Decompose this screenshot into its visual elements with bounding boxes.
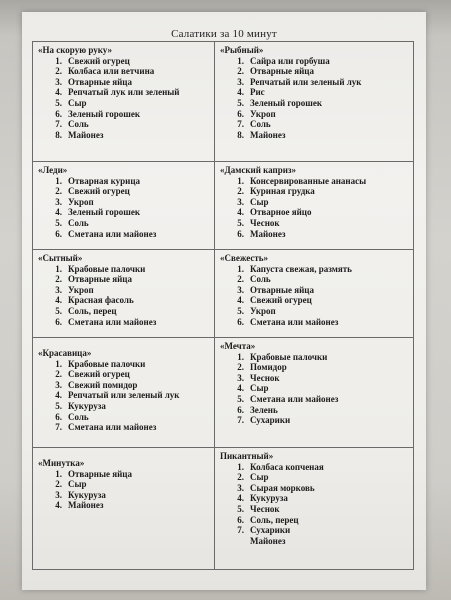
ingredient-item bbox=[38, 500, 210, 511]
salad-title: «На скорую руку» bbox=[38, 45, 112, 55]
ingredient-item bbox=[38, 412, 210, 423]
ingredient-item bbox=[220, 87, 409, 98]
ingredient-list bbox=[38, 359, 210, 433]
ingredient-text: Сайра или горбуша bbox=[250, 55, 330, 66]
ingredient-number: 6. bbox=[55, 411, 62, 422]
ingredient-number: 2. bbox=[237, 362, 244, 373]
ingredient-number: 1. bbox=[55, 263, 62, 274]
ingredient-text: Крабовые палочки bbox=[250, 351, 328, 362]
ingredient-text: Колбаса или ветчина bbox=[68, 66, 155, 77]
ingredient-item bbox=[38, 218, 210, 229]
ingredient-item bbox=[38, 285, 210, 296]
ingredient-number: 2. bbox=[55, 369, 62, 380]
ingredient-number: 4. bbox=[55, 295, 62, 306]
ingredient-item bbox=[38, 359, 210, 370]
ingredient-number: 4. bbox=[237, 493, 244, 504]
ingredient-item bbox=[220, 525, 409, 536]
ingredient-item bbox=[220, 483, 409, 494]
salad-title: «Сытный» bbox=[38, 253, 83, 263]
salad-cell bbox=[215, 338, 413, 448]
ingredient-number: 1. bbox=[237, 351, 244, 362]
ingredient-item bbox=[220, 229, 409, 240]
ingredient-number: 7. bbox=[237, 119, 244, 130]
ingredient-text: Отварные яйца bbox=[250, 284, 314, 295]
ingredient-item bbox=[38, 295, 210, 306]
ingredient-number: 4. bbox=[237, 383, 244, 394]
ingredient-number: 3. bbox=[55, 379, 62, 390]
ingredient-number: 3. bbox=[55, 76, 62, 87]
ingredient-item bbox=[38, 186, 210, 197]
ingredient-item bbox=[38, 380, 210, 391]
ingredient-item bbox=[220, 472, 409, 483]
salad-cell bbox=[33, 162, 215, 250]
ingredient-item bbox=[220, 176, 409, 187]
ingredient-item bbox=[220, 207, 409, 218]
ingredient-item bbox=[220, 415, 409, 426]
ingredient-item bbox=[220, 295, 409, 306]
ingredient-number: 4. bbox=[237, 87, 244, 98]
salad-title: «Дамский каприз» bbox=[220, 165, 297, 175]
ingredient-item bbox=[220, 218, 409, 229]
ingredient-text: Сырая морковь bbox=[250, 482, 315, 493]
ingredient-text: Соль bbox=[68, 217, 89, 228]
ingredient-text: Рис bbox=[250, 87, 265, 98]
ingredient-number: 5. bbox=[55, 97, 62, 108]
ingredient-text: Репчатый или зеленый лук bbox=[68, 390, 180, 401]
ingredient-text: Колбаса копченая bbox=[250, 461, 324, 472]
ingredient-item bbox=[38, 229, 210, 240]
ingredient-text: Сыр bbox=[68, 97, 87, 108]
ingredient-item bbox=[220, 317, 409, 328]
ingredient-number: 2. bbox=[55, 66, 62, 77]
ingredient-item bbox=[38, 317, 210, 328]
ingredient-item bbox=[220, 274, 409, 285]
salad-cell bbox=[215, 250, 413, 338]
ingredient-text: Зелень bbox=[250, 404, 278, 415]
ingredient-item bbox=[220, 493, 409, 504]
ingredient-text: Репчатый или зеленый лук bbox=[250, 76, 362, 87]
ingredient-number: 5. bbox=[237, 305, 244, 316]
ingredient-item bbox=[220, 98, 409, 109]
ingredient-text: Куриная грудка bbox=[250, 186, 315, 197]
ingredient-item bbox=[220, 66, 409, 77]
ingredient-text: Свежий огурец bbox=[68, 55, 130, 66]
ingredient-number: 2. bbox=[55, 274, 62, 285]
ingredient-number: 2. bbox=[237, 472, 244, 483]
ingredient-number: 2. bbox=[237, 66, 244, 77]
ingredient-text: Свежий огурец bbox=[68, 369, 130, 380]
ingredient-text: Кукуруза bbox=[250, 493, 288, 504]
ingredient-text: Свежий помидор bbox=[68, 379, 138, 390]
ingredient-item bbox=[38, 469, 210, 480]
ingredient-text: Помидор bbox=[250, 362, 287, 373]
ingredient-item bbox=[38, 98, 210, 109]
ingredient-text: Отварные яйца bbox=[68, 274, 132, 285]
ingredient-text: Капуста свежая, размять bbox=[250, 263, 352, 274]
ingredient-number: 6. bbox=[55, 108, 62, 119]
ingredient-list bbox=[38, 56, 210, 141]
ingredient-text: Соль bbox=[68, 119, 89, 130]
salad-table bbox=[32, 41, 414, 570]
ingredient-text: Зеленый горошек bbox=[250, 97, 323, 108]
ingredient-number: 1. bbox=[237, 263, 244, 274]
ingredient-list bbox=[220, 176, 409, 240]
ingredient-item bbox=[38, 422, 210, 433]
ingredient-number: 1. bbox=[237, 461, 244, 472]
ingredient-item bbox=[220, 109, 409, 120]
ingredient-number: 5. bbox=[237, 503, 244, 514]
ingredient-number: 8. bbox=[237, 129, 244, 140]
ingredient-text: Сыр bbox=[250, 196, 269, 207]
ingredient-text: Чеснок bbox=[250, 217, 280, 228]
ingredient-number: 7. bbox=[237, 415, 244, 426]
ingredient-text: Свежий огурец bbox=[250, 295, 312, 306]
ingredient-text: Майонез bbox=[68, 129, 104, 140]
ingredient-number: 5. bbox=[237, 217, 244, 228]
ingredient-item bbox=[38, 66, 210, 77]
ingredient-text: Укроп bbox=[250, 305, 276, 316]
ingredient-text: Отварные яйца bbox=[68, 76, 132, 87]
salad-title: «Минутка» bbox=[38, 458, 85, 468]
ingredient-text: Кукуруза bbox=[68, 489, 106, 500]
ingredient-text: Соль bbox=[250, 274, 271, 285]
ingredient-item bbox=[38, 306, 210, 317]
ingredient-number: 3. bbox=[55, 284, 62, 295]
ingredient-item bbox=[38, 77, 210, 88]
ingredient-number: 4. bbox=[237, 207, 244, 218]
salad-title: Пикантный» bbox=[220, 451, 274, 461]
salad-title: «Рыбный» bbox=[220, 45, 264, 55]
ingredient-item bbox=[220, 130, 409, 141]
ingredient-text: Консервированные ананасы bbox=[250, 175, 367, 186]
ingredient-number: 4. bbox=[55, 87, 62, 98]
ingredient-number: 4. bbox=[237, 295, 244, 306]
ingredient-text: Укроп bbox=[68, 196, 94, 207]
ingredient-item bbox=[38, 130, 210, 141]
ingredient-text: Сыр bbox=[68, 479, 87, 490]
ingredient-item bbox=[38, 119, 210, 130]
salad-title: «Леди» bbox=[38, 165, 68, 175]
ingredient-item bbox=[38, 207, 210, 218]
ingredient-text: Майонез bbox=[250, 228, 286, 239]
ingredient-text: Сыр bbox=[250, 472, 269, 483]
ingredient-item bbox=[220, 56, 409, 67]
ingredient-text: Майонез bbox=[250, 129, 286, 140]
ingredient-text: Чеснок bbox=[250, 503, 280, 514]
ingredient-item bbox=[38, 197, 210, 208]
ingredient-text: Отварные яйца bbox=[250, 66, 314, 77]
ingredient-number: 3. bbox=[55, 489, 62, 500]
ingredient-item bbox=[38, 176, 210, 187]
ingredient-number: 3. bbox=[237, 482, 244, 493]
ingredient-list bbox=[220, 462, 409, 536]
ingredient-number: 5. bbox=[55, 400, 62, 411]
ingredient-number: 5. bbox=[237, 393, 244, 404]
ingredient-text: Зеленый горошек bbox=[68, 207, 141, 218]
ingredient-text: Репчатый лук или зеленый bbox=[68, 87, 180, 98]
ingredient-text: Соль bbox=[250, 119, 271, 130]
ingredient-text: Соль, перец bbox=[68, 305, 117, 316]
ingredient-text: Кукуруза bbox=[68, 400, 106, 411]
ingredient-number: 1. bbox=[237, 55, 244, 66]
ingredient-text: Укроп bbox=[68, 284, 94, 295]
ingredient-text: Сыр bbox=[250, 383, 269, 394]
ingredient-item bbox=[38, 274, 210, 285]
ingredient-item bbox=[220, 352, 409, 363]
ingredient-list bbox=[38, 469, 210, 511]
ingredient-number: 4. bbox=[55, 500, 62, 511]
ingredient-item bbox=[220, 394, 409, 405]
ingredient-item bbox=[38, 87, 210, 98]
ingredient-text: Зеленый горошек bbox=[68, 108, 141, 119]
ingredient-number: 6. bbox=[237, 108, 244, 119]
salad-cell bbox=[215, 162, 413, 250]
ingredient-item bbox=[220, 504, 409, 515]
ingredient-item bbox=[220, 515, 409, 526]
ingredient-item bbox=[220, 77, 409, 88]
ingredient-item bbox=[220, 405, 409, 416]
ingredient-number: 3. bbox=[237, 284, 244, 295]
ingredient-number: 7. bbox=[237, 525, 244, 536]
ingredient-item bbox=[220, 264, 409, 275]
ingredient-number: 3. bbox=[55, 196, 62, 207]
ingredient-list bbox=[220, 56, 409, 141]
ingredient-number: 6. bbox=[55, 316, 62, 327]
salad-cell bbox=[215, 448, 413, 569]
ingredient-item bbox=[220, 306, 409, 317]
ingredient-text: Свежий огурец bbox=[68, 186, 130, 197]
ingredient-item bbox=[220, 383, 409, 394]
ingredient-number: 1. bbox=[237, 175, 244, 186]
ingredient-text: Отварное яйцо bbox=[250, 207, 312, 218]
ingredient-item bbox=[220, 119, 409, 130]
ingredient-text: Соль bbox=[68, 411, 89, 422]
ingredient-text: Чеснок bbox=[250, 372, 280, 383]
ingredient-text: Крабовые палочки bbox=[68, 358, 146, 369]
ingredient-number: 2. bbox=[55, 186, 62, 197]
ingredient-number: 2. bbox=[55, 479, 62, 490]
ingredient-number: 1. bbox=[55, 358, 62, 369]
ingredient-number: 3. bbox=[237, 372, 244, 383]
ingredient-text: Сухарики bbox=[250, 525, 291, 536]
ingredient-item bbox=[38, 264, 210, 275]
ingredient-text: Сметана или майонез bbox=[250, 316, 339, 327]
ingredient-text: Сметана или майонез bbox=[68, 316, 157, 327]
ingredient-number: 5. bbox=[55, 305, 62, 316]
ingredient-list bbox=[220, 352, 409, 426]
ingredient-number: 7. bbox=[55, 119, 62, 130]
ingredient-item bbox=[38, 390, 210, 401]
ingredient-item bbox=[220, 285, 409, 296]
ingredient-continuation: Майонез bbox=[250, 535, 286, 546]
ingredient-item bbox=[220, 186, 409, 197]
ingredient-text: Крабовые палочки bbox=[68, 263, 146, 274]
salad-cell bbox=[215, 42, 413, 162]
ingredient-number: 6. bbox=[237, 404, 244, 415]
ingredient-number: 6. bbox=[237, 316, 244, 327]
ingredient-item bbox=[38, 56, 210, 67]
salad-cell bbox=[33, 448, 215, 569]
ingredient-text: Отварная курица bbox=[68, 175, 141, 186]
salad-title: «Красавица» bbox=[38, 348, 92, 358]
ingredient-text: Сухарики bbox=[250, 415, 291, 426]
salad-cell bbox=[33, 250, 215, 338]
ingredient-item bbox=[38, 479, 210, 490]
ingredient-item bbox=[38, 490, 210, 501]
ingredient-item bbox=[38, 109, 210, 120]
ingredient-text: Майонез bbox=[68, 500, 104, 511]
salad-title: «Свежесть» bbox=[220, 253, 269, 263]
paper-sheet bbox=[22, 12, 426, 590]
ingredient-text: Сметана или майонез bbox=[68, 422, 157, 433]
page-title: Салатики за 10 минут bbox=[171, 28, 277, 40]
ingredient-number: 6. bbox=[55, 228, 62, 239]
ingredient-list bbox=[38, 264, 210, 328]
ingredient-number: 5. bbox=[55, 217, 62, 228]
ingredient-item bbox=[220, 462, 409, 473]
ingredient-number: 2. bbox=[237, 274, 244, 285]
ingredient-number: 3. bbox=[237, 196, 244, 207]
ingredient-item bbox=[38, 369, 210, 380]
ingredient-number: 2. bbox=[237, 186, 244, 197]
ingredient-text: Отварные яйца bbox=[68, 468, 132, 479]
ingredient-number: 4. bbox=[55, 207, 62, 218]
ingredient-number: 5. bbox=[237, 97, 244, 108]
ingredient-item bbox=[38, 401, 210, 412]
ingredient-number: 1. bbox=[55, 468, 62, 479]
ingredient-text: Соль, перец bbox=[250, 514, 299, 525]
ingredient-list bbox=[38, 176, 210, 240]
salad-cell bbox=[33, 338, 215, 448]
ingredient-item bbox=[220, 197, 409, 208]
ingredient-text: Укроп bbox=[250, 108, 276, 119]
ingredient-list bbox=[220, 264, 409, 328]
ingredient-number: 1. bbox=[55, 175, 62, 186]
ingredient-number: 7. bbox=[55, 422, 62, 433]
ingredient-text: Сметана или майонез bbox=[250, 393, 339, 404]
ingredient-number: 8. bbox=[55, 129, 62, 140]
ingredient-number: 6. bbox=[237, 514, 244, 525]
ingredient-item bbox=[220, 373, 409, 384]
salad-title: «Мечта» bbox=[220, 341, 256, 351]
ingredient-number: 4. bbox=[55, 390, 62, 401]
ingredient-number: 1. bbox=[55, 55, 62, 66]
ingredient-text: Красная фасоль bbox=[68, 295, 134, 306]
ingredient-number: 3. bbox=[237, 76, 244, 87]
ingredient-text: Сметана или майонез bbox=[68, 228, 157, 239]
salad-cell bbox=[33, 42, 215, 162]
ingredient-number: 6. bbox=[237, 228, 244, 239]
ingredient-item bbox=[220, 362, 409, 373]
